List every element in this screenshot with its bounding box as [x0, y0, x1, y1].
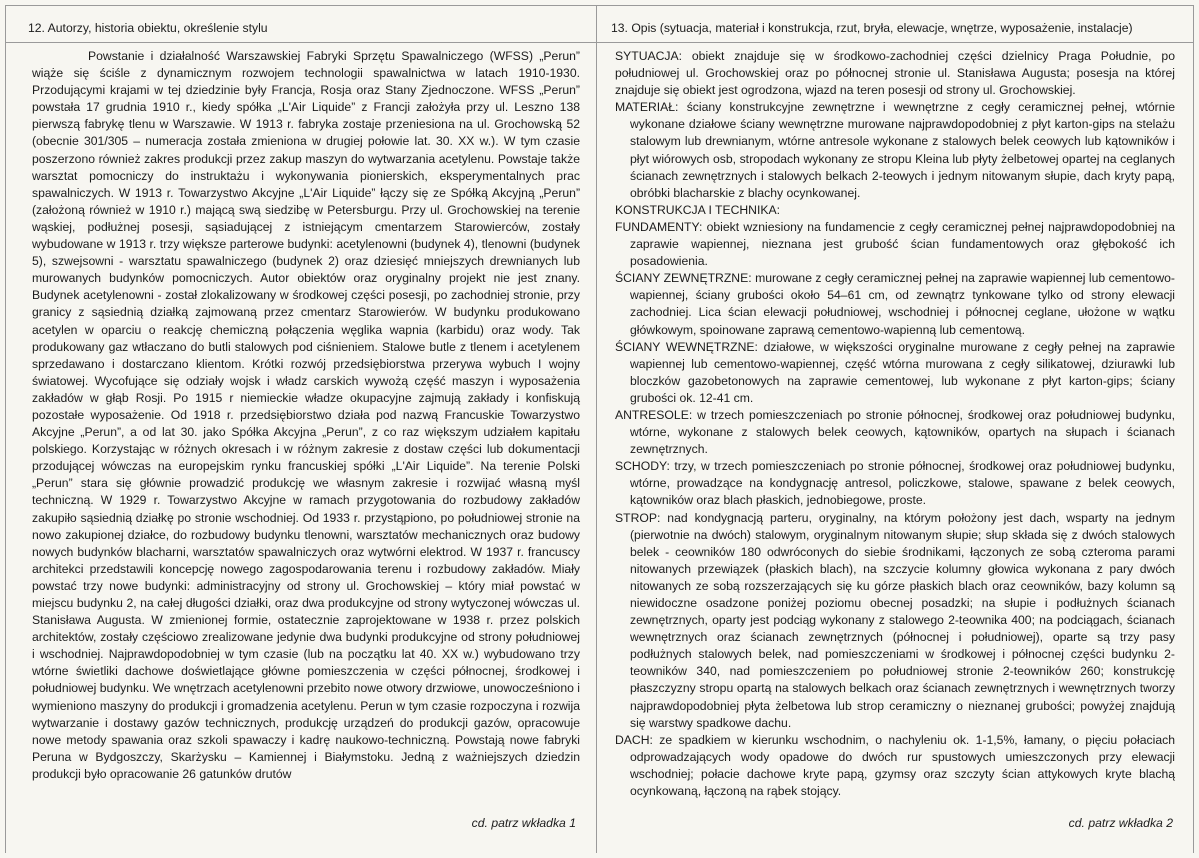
description-foundations: FUNDAMENTY: obiekt wzniesiony na fundamencie z cegły ceramicznej pełnej najprawdopodobniej na zaprawie wapiennej, nieznana jest grubość ścian fundamentowych oraz głębokość ich posadowienia. [615, 219, 1175, 269]
section-12-heading: 12. Autorzy, historia obiektu, określenie stylu [28, 21, 268, 35]
history-paragraph: Powstanie i działalność Warszawskiej Fabryki Sprzętu Spawalniczego (WFSS) „Perun” wiąże się ściśle z dynamicznym rozwojem technologii spawalnictwa w latach 1910-1930. Przodującymi krajami w tej dziedzinie były Francja, Rosja oraz Stany Zjednoczone. WFSS „Perun” powstała 17 grudnia 1910 r., kiedy spółka „L'Air Liquide” z Francji założyła przy ul. Leszno 138 pierwszą fabrykę tlenu w Warszawie. W 1913 r. fabryka zostaje przeniesiona na ul. Grochowską 52 (obecnie 301/305 – numeracja została zmieniona w drugiej połowie lat. 30. XX w.). W tym czasie poszerzono również zakres produkcji przez zakup maszyn do wytwarzania acetylenu. Powstaje także warsztat pomocniczy do instruktażu i wykonywania pionierskich, eksperymentalnych prac spawalniczych. W 1913 r. Towarzystwo Akcyjne „L'Air Liquide” łączy się ze Spółką Akcyjną „Perun” (założoną również w 1910 r.) mającą swą siedzibę w Petersburgu. Przy ul. Grochowskiej na terenie wąskiej, podłużnej posesji, sąsiadującej z istniejącym cmentarzem Starowierców, zostały wybudowane w 1913 r. trzy większe parterowe budynki: acetylenowni (budynek 4), tlenowni (budynek 5), szwejsowni - warsztatu spawalniczego (budynek 2) oraz dziesięć mniejszych drewnianych lub murowanych budynków pomocniczych. Autor obiektów oraz oryginalny projekt nie jest znany. Budynek acetylenowni - został zlokalizowany w środkowej części posesji, po zachodniej stronie, przy granicy z sąsiednią działką zajmowaną przez cmentarz Starowierów. W budynku produkowano acetylen w oparciu o reakcję chemiczną połączenia węglika wapnia (karbidu) oraz wody. Tak produkowany gaz wtłaczano do butli stalowych pod ciśnieniem. Stalowe butle z tlenem i acetylenem sprzedawano i dostarczano klientom. Krótki rozwój przedsiębiorstwa przerywa wybuch I wojny światowej. Wycofujące się odziały wojsk i władz carskich wywożą część maszyn i wyposażenia zakładów w głąb Rosji. Po 1915 r niemieckie władze okupacyjne zajmują zakłady i konfiskują pozostałe wyposażenie. Od 1918 r. przedsiębiorstwo działa pod nazwą Francuskie Towarzystwo Akcyjne „Perun”, a od lat 30. jako Spółka Akcyjna „Perun”, z co raz większym udziałem kapitału polskiego. Korzystając w różnych okresach i w różnym zakresie z dostaw części lub dokumentacji przodującej wówczas na europejskim rynku francuskiej spółki „L'Air Liquide”. Na terenie Polski „Perun” stara się głównie prowadzić produkcję we własnym zakresie i rozwijać własną myśl techniczną. W 1929 r. Towarzystwo Akcyjne w ramach przygotowania do rozbudowy zakładów zakupiło sąsiednią działkę po stronie wschodniej. Od 1933 r. przystąpiono, po południowej stronie na nowo zakupionej działce, do rozbudowy budynku tlenowni, warsztatów mechanicznych oraz budowy nowych budynków blacharni, warsztatów spawalniczych oraz wytwórni elektrod. W 1937 r. francuscy architekci przedstawili koncepcję nowego zagospodarowania terenu i rozbudowy zakładów. Miały powstać trzy nowe budynki: administracyjny od strony ul. Grochowskiej – który miał powstać w miejscu budynku 2, na całej długości działki, oraz dwa produkcyjne od strony wytyczonej wówczas ul. Stanisława Augusta. W zmienionej formie, ostatecznie zaprojektowane w 1938 r. przez polskich architektów, zostały częściowo zrealizowane jedynie dwa budynki produkcyjne od strony południowej i wschodniej. Najprawdopodobniej w tym czasie (lub na początku lat 40. XX w.) wybudowano trzy wtórne świetliki dachowe doświetlające główne pomieszczenia w części północnej, środkowej i południowej budynku. We wnętrzach acetylenowni przebito nowe otwory drzwiowe, unowocześniono i wymieniono maszyny do produkcji i gromadzenia acetylenu. Perun w tym czasie rozpoczyna i rozwija wytwarzanie i dostawy gazów technicznych, produkcję urządzeń do produkcji gazów, opracowuje nowe metody spawania oraz szkoli spawaczy i kadrę naukowo-techniczną. Powstają nowe fabryki Peruna w Bydgoszczy, Skarżysku – Kamiennej i Białymstoku. Jedną z ważniejszych dziedzin produkcji było opracowanie 26 gatunków drutów [32, 49, 580, 781]
description-external-walls: ŚCIANY ZEWNĘTRZNE: murowane z cegły ceramicznej pełnej na zaprawie wapiennej lub cementowo-wapiennej, ściany grubości około 54–61 cm, od zewnątrz tynkowane tylko od strony elewacji zachodniej. Lica ścian elewacji południowej, wschodniej i północnej ceglane, ułożone w wątku główkowym, spoinowane zaprawą cementowo-wapienną lub cementową. [615, 271, 1175, 337]
description-situation: SYTUACJA: obiekt znajduje się w środkowo-zachodniej części dzielnicy Praga Południe, po południowej ul. Grochowskiej oraz po północnej stronie ul. Stanisława Augusta; posesja na której znajduje się obiekt jest ogrodzona, wjazd na teren posesji od strony ul. Grochowskiej. [615, 49, 1175, 98]
description-mezzanines: ANTRESOLE: w trzech pomieszczeniach po stronie północnej, środkowej oraz południowej budynku, wtórne, wykonane z stalowych belek ceowych, kątowników, opartych na słupach i ścianach zewnętrznych. [615, 407, 1175, 457]
history-text [32, 48, 580, 783]
description-text [615, 48, 1175, 800]
description-stairs: SCHODY: trzy, w trzech pomieszczeniach po stronie północnej, środkowej oraz południowej budynku, wtórne, prowadzące na kondygnację antresol, policzkowe, stalowe, spawane z belek ceowych, kątowników oraz blach płaskich, jednobiegowe, proste. [615, 459, 1175, 508]
heading-divider [6, 42, 596, 43]
section-12-history [6, 6, 597, 853]
section-13-description [597, 6, 1193, 853]
continuation-note-2: cd. patrz wkładka 2 [1068, 816, 1173, 830]
continuation-note-1: cd. patrz wkładka 1 [471, 816, 576, 830]
description-ceiling: STROP: nad kondygnacją parteru, oryginalny, na którym położony jest dach, wsparty na jednym (pierwotnie na dwóch) stalowym, oryginalnym nitowanym słupie; słup składa się z dwóch stalowych belek - ceowników 180 odwróconych do siebie środnikami, łączonych ze sobą czteroma parami nitowanych przewiązek (płaskich blach), na szczycie kolumny głowica wykonana z pary dwóch nitowanych ze sobą rozszerzających się ku górze płaskich blach oraz ceowników, bazy kolumn są niewidoczne osadzone poniżej poziomu obecnej posadzki; na słupie i podłużnych ścianach zewnętrznych, oparty jest podciąg wykonany z stalowego 2-teownika 400; na podciągach, ścianach wewnętrznych oraz ścianach zewnętrznych (północnej i południowej), oparte są trzy pasy podłużnych stalowych belek, nad pomieszczeniami w środkowej i północnej części budynku 2-teowników 340, nad pomieszczeniem po południowej stronie 2-teowników 260; konstrukcję płaszczyzny stropu opartą na stalowych belkach oraz ścianach zewnętrznych i wewnętrznych tworzy najprawdopodobniej płyta żelbetowa lub strop ceramiczny o nieznanej grubości; powyżej znajdują się warstwy spadkowe dachu. [615, 510, 1175, 730]
description-roof: DACH: ze spadkiem w kierunku wschodnim, o nachyleniu ok. 1-1,5%, łamany, o pięciu połaciach odprowadzających wody opadowe do dwóch rur spustowych umieszczonych przy elewacji wschodniej; połacie dachowe kryte papą, gzymsy oraz szczyty ścian attykowych kryte blachą ocynkowaną, łączoną na rąbek stojący. [615, 732, 1175, 799]
heading-divider [597, 42, 1193, 43]
section-13-heading: 13. Opis (sytuacja, materiał i konstrukcja, rzut, bryła, elewacje, wnętrze, wyposażenie, instalacje) [611, 21, 1133, 35]
form-sheet [5, 5, 1194, 853]
description-construction-heading: KONSTRUKCJA I TECHNIKA: [615, 202, 781, 217]
description-material: MATERIAŁ: ściany konstrukcyjne zewnętrzne i wewnętrzne z cegły ceramicznej pełnej, wtórnie wykonane działowe ściany wewnętrzne murowane najprawdopodobniej z płyt karton-gips na stelażu stalowym lub drewnianym, wtórne antresole wykonane z stalowych belek ceowych lub kątowników i płyt wiórowych osb, stropodach wykonany ze stropu Kleina lub płyty żelbetowej opartej na ceglanych ścianach zewnętrznych i stalowych belkach 2-teowych i jednym nitowanym słupie, dach kryty papą, obróbki blacharskie z blachy ocynkowanej. [615, 100, 1175, 200]
description-internal-walls: ŚCIANY WEWNĘTRZNE: działowe, w większości oryginalne murowane z cegły pełnej na zaprawie wapiennej lub cementowo-wapiennej, część wtórna murowana z cegły silikatowej, dziurawki lub bloczków gazobetonowych na zaprawie cementowej, lub wykonane z płyt karton-gips; ściany grubości ok. 12-41 cm. [615, 339, 1175, 405]
